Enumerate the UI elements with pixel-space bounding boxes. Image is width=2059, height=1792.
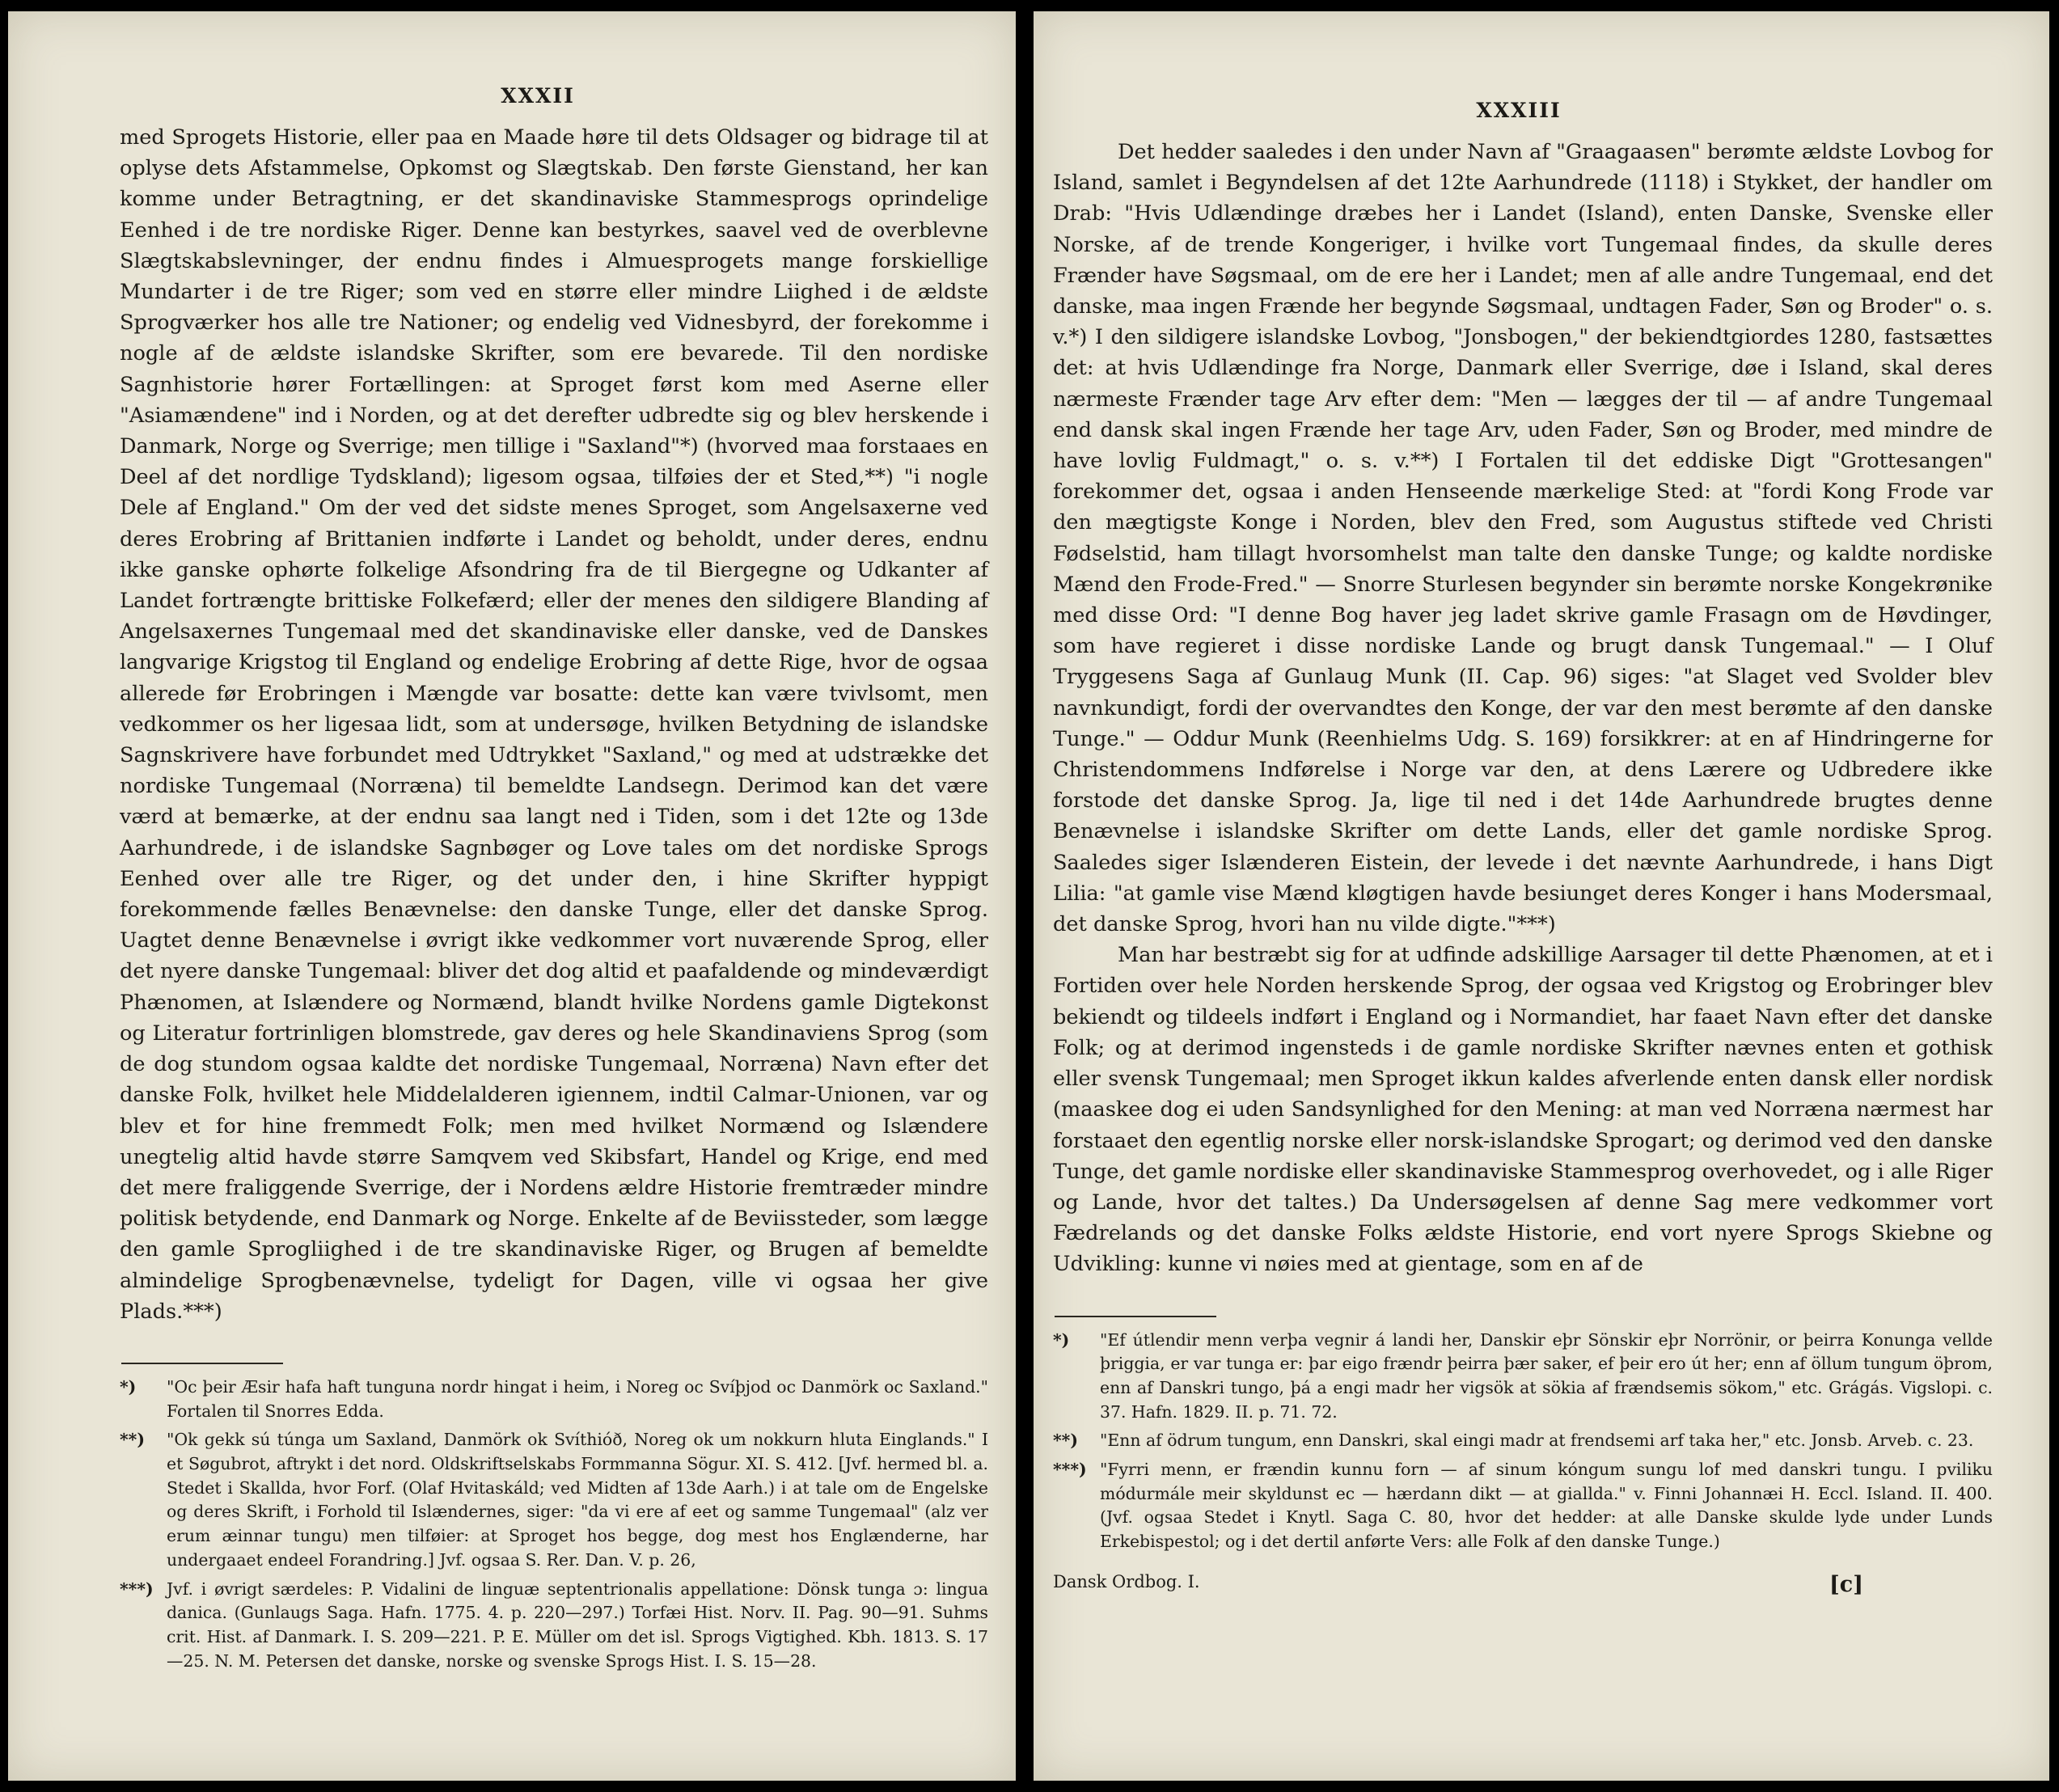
- footnote-mark: *): [1053, 1329, 1070, 1350]
- footnote-mark: **): [120, 1430, 145, 1450]
- footnote-mark: **): [1053, 1431, 1078, 1451]
- footnote: [120, 1428, 988, 1572]
- footnote: [1053, 1458, 1993, 1554]
- footnote-text: Jvf. i øvrigt særdeles: P. Vidalini de linguæ septentrionalis appellatione: Dönsk tunga ɔ: lingua danica. (Gunlaugs Saga. Hafn. 1775. 4. p. 220—297.) Torfæi Hist. Norv. II. Pag. 90—91. Suhms crit. Hist. af Danmark. I. S. 209—221. P. E. Müller om det isl. Sprogs Vigtighed. Kbh. 1813. S. 17—25. N. M. Petersen det danske, norske og svenske Sprogs Hist. I. S. 15—28.: [167, 1579, 988, 1671]
- footnote: [1053, 1329, 1993, 1425]
- signature-title: Dansk Ordbog. I.: [1053, 1571, 1200, 1591]
- quire-mark: [c]: [1829, 1571, 1863, 1597]
- right-page: [1034, 11, 2049, 1781]
- page-number: XXXIII: [1476, 99, 1562, 122]
- body-text: [120, 122, 988, 1327]
- body-text: [1053, 137, 1993, 1280]
- footnote-text: "Ok gekk sú túnga um Saxland, Danmörk ok Svíthióð, Noreg ok um nokkurn hluta Einglands." I et Søgubrot, aftrykt i det nord. Oldskriftselskabs Formmanna Sögur. XI. S. 412. [Jvf. hermed bl. a. Stedet i Skallda, hvor Forf. (Olaf Hvitaskáld; ved Midten af 13de Aarh.) i at tale om de Engelske og deres Skrift, i Forhold til Islændernes, siger: "da vi ere af eet og samme Tungemaal" (alz ver erum æinnar tungu) men tilføier: at Sproget hos begge, dog mest hos Englænderne, har undergaaet endeel Forandring.] Jvf. ogsaa S. Rer. Dan. V. p. 26,: [167, 1430, 988, 1570]
- paragraph: med Sprogets Historie, eller paa en Maade høre til dets Oldsager og bidrage til at oplyse dets Afstammelse, Opkomst og Slægtskab. Den første Gienstand, her kan komme under Betragtning, er det skandinaviske Stammesprogs oprindelige Eenhed i de tre nordiske Riger. Denne kan bestyrkes, saavel ved de overblevne Slægtskabslevninger, der endnu findes i Almuesprogets mange forskiellige Mundarter i de tre Riger; som ved en større eller mindre Liighed i de ældste Sprogværker hos alle tre Nationer; og endelig ved Vidnesbyrd, der forekomme i nogle af de ældste islandske Skrifter, som ere bevarede. Til den nordiske Sagnhistorie hører Fortællingen: at Sproget først kom med Aserne eller "Asiamændene" ind i Norden, og at det derefter udbredte sig og blev herskende i Danmark, Norge og Sverrige; men tillige i "Saxland"*) (hvorved maa forstaaes en Deel af det nordlige Tydskland); ligesom ogsaa, tilføies der et Sted,**) "i nogle Dele af England." Om der ved det sidste menes Sproget, som Angelsaxerne ved deres Erobring af Brittanien indførte i Landet og beholdt, under deres, endnu ikke ganske ophørte folkelige Afsondring fra de til Biergegne og Udkanter af Landet fortrængte brittiske Folkefærd; eller der menes den sildigere Blanding af Angelsaxernes Tungemaal med det skandinaviske eller danske, ved de Danskes langvarige Krigstog til England og endelige Erobring af dette Rige, hvor de ogsaa allerede før Erobringen i Mængde var bosatte: dette kan være tvivlsomt, men vedkommer os her ligesaa lidt, som at undersøge, hvilken Betydning de islandske Sagnskrivere have forbundet med Udtrykket "Saxland," og med at udstrække det nordiske Tungemaal (Norræna) til bemeldte Landsegn. Derimod kan det være værd at bemærke, at der endnu saa langt ned i Tiden, som i det 12te og 13de Aarhundrede, i de islandske Sagnbøger og Love tales om det nordiske Sprogs Eenhed over alle tre Riger, og det under den, i hine Skrifter hyppigt forekommende fælles Benævnelse: den danske Tunge, eller det danske Sprog. Uagtet denne Benævnelse i øvrigt ikke vedkommer vort nuværende Sprog, eller det nyere danske Tungemaal: bliver det dog altid et paafaldende og mindeværdigt Phænomen, at Islændere og Normænd, blandt hvilke Nordens gamle Digtekonst og Literatur fortrinligen blomstrede, gav deres og hele Skandinaviens Sprog (som de dog stundom ogsaa kaldte det nordiske Tungemaal, Norræna) Navn efter det danske Folk, hvilket hele Middelalderen igiennem, indtil Calmar-Unionen, var og blev et for hine fremmedt Folk; men med hvilket Normænd og Islændere unegtelig altid havde større Samqvem ved Skibsfart, Handel og Krige, end med det mere fraliggende Sverrige, der i Nordens ældre Historie fremtræder mindre politisk betydende, end Danmark og Norge. Enkelte af de Beviissteder, som lægge den gamle Sprogliighed i de tre skandinaviske Riger, og Brugen af bemeldte almindelige Sprogbenævnelse, tydeligt for Dagen, ville vi ogsaa her give Plads.***): [120, 125, 988, 1324]
- footnote: [120, 1376, 988, 1423]
- footnote-text: "Ef útlendir menn verþa vegnir á landi her, Danskir eþr Sönskir eþr Norrönir, or þeirra Konunga vellde þriggia, er var tunga er: þar eigo frændr þeirra þær saker, ef þeir ero út her; enn af öllum tungum öþrom, enn af Danskri tungo, þá a engi madr her vigsök at sökia af frændsemis sökom," etc. Grágás. Vigslopi. c. 37. Hafn. 1829. II. p. 71. 72.: [1100, 1329, 1993, 1422]
- footnote: [1053, 1429, 1993, 1453]
- paragraph: Det hedder saaledes i den under Navn af "Graagaasen" berømte ældste Lovbog for Island, samlet i Begyndelsen af det 12te Aarhundrede (1118) i Stykket, der handler om Drab: "Hvis Udlændinge dræbes her i Landet (Island), enten Danske, Svenske eller Norske, af de trende Kongeriger, i hvilke vort Tungemaal findes, da skulle deres Frænder have Søgsmaal, om de ere her i Landet; men af alle andre Tungemaal, end det danske, maa ingen Frænde her begynde Søgsmaal, undtagen Fader, Søn og Broder" o. s. v.*) I den sildigere islandske Lovbog, "Jonsbogen," der bekiendtgiordes 1280, fastsættes det: at hvis Udlændinge fra Norge, Danmark eller Sverrige, døe i Island, skal deres nærmeste Frænder tage Arv efter dem: "Men — lægges der til — af andre Tungemaal end dansk skal ingen Frænde her tage Arv, uden Fader, Søn og Broder, med mindre de have lovlig Fuldmagt," o. s. v.**) I Fortalen til det eddiske Digt "Grottesangen" forekommer det, ogsaa i anden Henseende mærkelige Sted: at "fordi Kong Frode var den mægtigste Konge i Norden, blev den Fred, som Augustus stiftede ved Christi Fødselstid, ham tillagt hvorsomhelst man talte den danske Tunge; og kaldte nordiske Mænd den Frode-Fred." — Snorre Sturlesen begynder sin berømte norske Kongekrønike med disse Ord: "I denne Bog haver jeg ladet skrive gamle Frasagn om de Høvdinger, som have regieret i disse nordiske Lande og brugt dansk Tungemaal." — I Oluf Tryggesens Saga af Gunlaug Munk (II. Cap. 96) siges: "at Slaget ved Svolder blev navnkundigt, fordi der overvandtes den Konge, der var den mest berømte af den danske Tunge." — Oddur Munk (Reenhielms Udg. S. 169) forsikkrer: at en af Hindringerne for Christendommens Indførelse i Norge var den, at dens Lærere og Udbredere ikke forstode det danske Sprog. Ja, lige til ned i det 14de Aarhundrede brugtes denne Benævnelse i islandske Skrifter om dette Lands, eller det gamle nordiske Sprog. Saaledes siger Islænderen Eistein, der levede i det nævnte Aarhundrede, i hans Digt Lilia: "at gamle vise Mænd kløgtigen havde besiunget deres Konger i hans Modersmaal, det danske Sprog, hvori han nu vilde digte."***): [1053, 140, 1993, 937]
- page-number: XXXII: [501, 84, 575, 108]
- footnote-text: "Oc þeir Æsir hafa haft tunguna nordr hingat i heim, i Noreg oc Svíþjod oc Danmörk oc Saxland." Fortalen til Snorres Edda.: [167, 1376, 988, 1421]
- footnote-rule: [1055, 1316, 1216, 1317]
- signature-line: [1053, 1572, 1993, 1597]
- footnote-text: "Fyrri menn, er frændin kunnu forn — af sinum kóngum sungu lof med danskri tungu. I pviliku módurmále meir skyldunst ec — hærdann dikt — at giallda." v. Finni Johannæi H. Eccl. Island. II. 400. (Jvf. ogsaa Stedet i Knytl. Saga C. 80, hvor det hedder: at alle Danske skulde lyde under Lunds Erkebispestol; og i det dertil anførte Vers: alle Folk af den danske Tunge.): [1100, 1460, 1993, 1552]
- left-page: [8, 11, 1016, 1781]
- paragraph: Man har bestræbt sig for at udfinde adskillige Aarsager til dette Phænomen, at et i Fortiden over hele Norden herskende Sprog, der ogsaa ved Krigstog og Erobringer blev bekiendt og tildeels indført i England og i Normandiet, har faaet Navn efter det danske Folk; og at derimod ingensteds i de gamle nordiske Skrifter nævnes enten et gothisk eller svensk Tungemaal; men Sproget ikkun kaldes afverlende enten dansk eller nordisk (maaskee dog ei uden Sandsynlighed for den Mening: at man ved Norræna nærmest har forstaaet den egentlig norske eller norsk-islandske Sprogart; og derimod ved den danske Tunge, det gamle nordiske eller skandinaviske Stammesprog overhovedet, og i alle Riger og Lande, hvor det taltes.) Da Undersøgelsen af denne Sag mere vedkommer vort Fædrelands og det danske Folks ældste Historie, end vort nyere Sprogs Skiebne og Udvikling: kunne vi nøies med at gientage, som en af de: [1053, 943, 1993, 1277]
- footnote-mark: *): [120, 1376, 137, 1397]
- footnote: [120, 1578, 988, 1674]
- footnote-text: "Enn af ödrum tungum, enn Danskri, skal eingi madr at frendsemi arf taka her," etc. Jonsb. Arveb. c. 23.: [1100, 1431, 1974, 1451]
- footnote-mark: ***): [120, 1579, 154, 1599]
- footnote-mark: ***): [1053, 1460, 1087, 1480]
- footnote-rule: [121, 1363, 283, 1364]
